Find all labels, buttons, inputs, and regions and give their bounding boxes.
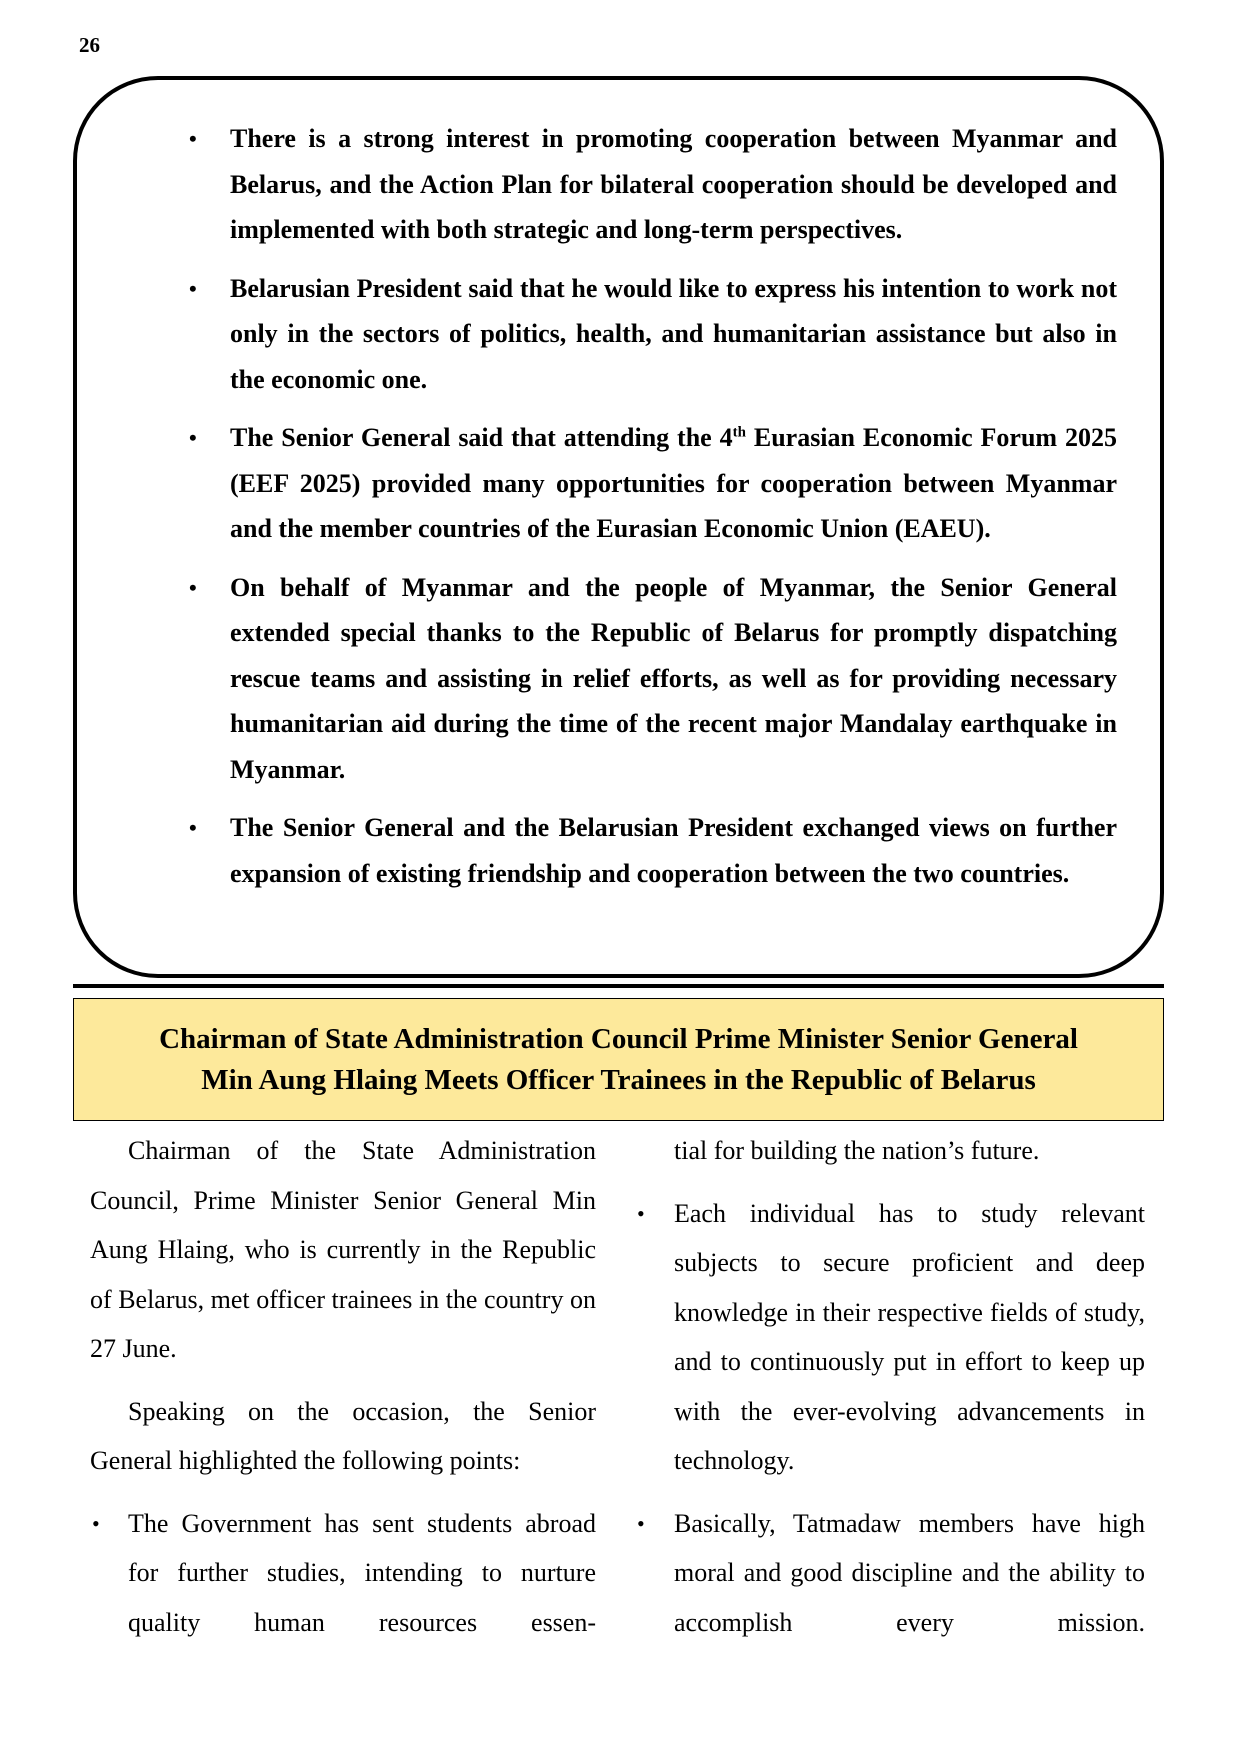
bullet-icon: •: [189, 574, 197, 600]
article-paragraph: Chairman of the State Administration Council, Prime Minister Senior General Min Aung Hlaing, who is currently in the Republic of Belarus, met officer trainees in the country on 27 June.: [90, 1136, 596, 1363]
bullet-icon: •: [92, 1510, 100, 1536]
summary-item: [115, 565, 1117, 793]
article-bullet-text: Basically, Tatmadaw members have high moral and good discipline and the ability to accomplish every mission.: [674, 1508, 1145, 1637]
page-number: 26: [79, 33, 100, 57]
bullet-icon: •: [189, 275, 197, 301]
section-divider: [73, 984, 1164, 988]
article-title-line1: Chairman of State Administration Council Prime Minister Senior General: [159, 1022, 1078, 1055]
bullet-icon: •: [637, 1200, 645, 1226]
ordinal-suffix: th: [732, 424, 746, 441]
bullet-icon: •: [637, 1510, 645, 1536]
summary-list: [115, 116, 1117, 896]
article-bullet-list: [637, 1189, 1145, 1648]
summary-item-text-start: The Senior General said that attending the 4: [230, 423, 733, 452]
summary-item: [115, 805, 1117, 896]
article-bullet-item: [90, 1499, 596, 1648]
article-title-box: [73, 998, 1164, 1121]
summary-item-text: There is a strong interest in promoting cooperation between Myanmar and Belarus, and the Action Plan for bilateral cooperation should be developed and implemented with both strategic and long-term perspectives.: [230, 124, 1117, 244]
article-bullet-item: [637, 1499, 1145, 1648]
article-title: [159, 1019, 1078, 1101]
article-column-right: [637, 1126, 1145, 1660]
summary-item-text: On behalf of Myanmar and the people of Myanmar, the Senior General extended special thanks to the Republic of Belarus for promptly dispatching rescue teams and assisting in relief efforts, as well as for providing necessary humanitarian aid during the time of the recent major Mandalay earthquake in Myanmar.: [230, 572, 1117, 784]
article-bullet-text: The Government has sent students abroad for further studies, intending to nurture quality human resources essen-: [128, 1508, 596, 1637]
article-title-line2: Min Aung Hlaing Meets Officer Trainees in the Republic of Belarus: [201, 1063, 1036, 1096]
summary-item-text: The Senior General and the Belarusian President exchanged views on further expansion of existing friendship and cooperation between the two countries.: [230, 813, 1117, 888]
article-bullet-text: Each individual has to study relevant subjects to secure proficient and deep knowledge in their respective fields of study, and to continuously put in effort to keep up with the ever-evolving advancements in technology.: [674, 1198, 1145, 1475]
summary-item: [115, 266, 1117, 403]
article-bullet-list: [90, 1499, 596, 1648]
bullet-icon: •: [189, 815, 197, 840]
summary-item: [115, 415, 1117, 552]
summary-item-text: Belarusian President said that he would like to express his intention to work not only in the sectors of politics, health, and humanitarian assistance but also in the economic one.: [230, 273, 1117, 394]
article-column-left: [90, 1126, 596, 1660]
summary-item-text: [230, 423, 1117, 543]
summary-item-text-end: Eurasian Economic Forum 2025 (EEF 2025) provided many opportunities for cooperation between Myanmar and the member countries of the Eurasian Economic Union (EAEU).: [230, 423, 1117, 543]
bullet-icon: •: [189, 425, 197, 450]
summary-box: [73, 76, 1164, 978]
summary-item: [115, 116, 1117, 253]
article-bullet-item: [637, 1189, 1145, 1486]
bullet-icon: •: [189, 126, 197, 151]
article-continuation: tial for building the nation’s future.: [674, 1136, 1040, 1165]
article-paragraph: Speaking on the occasion, the Senior General highlighted the following points:: [90, 1396, 596, 1475]
